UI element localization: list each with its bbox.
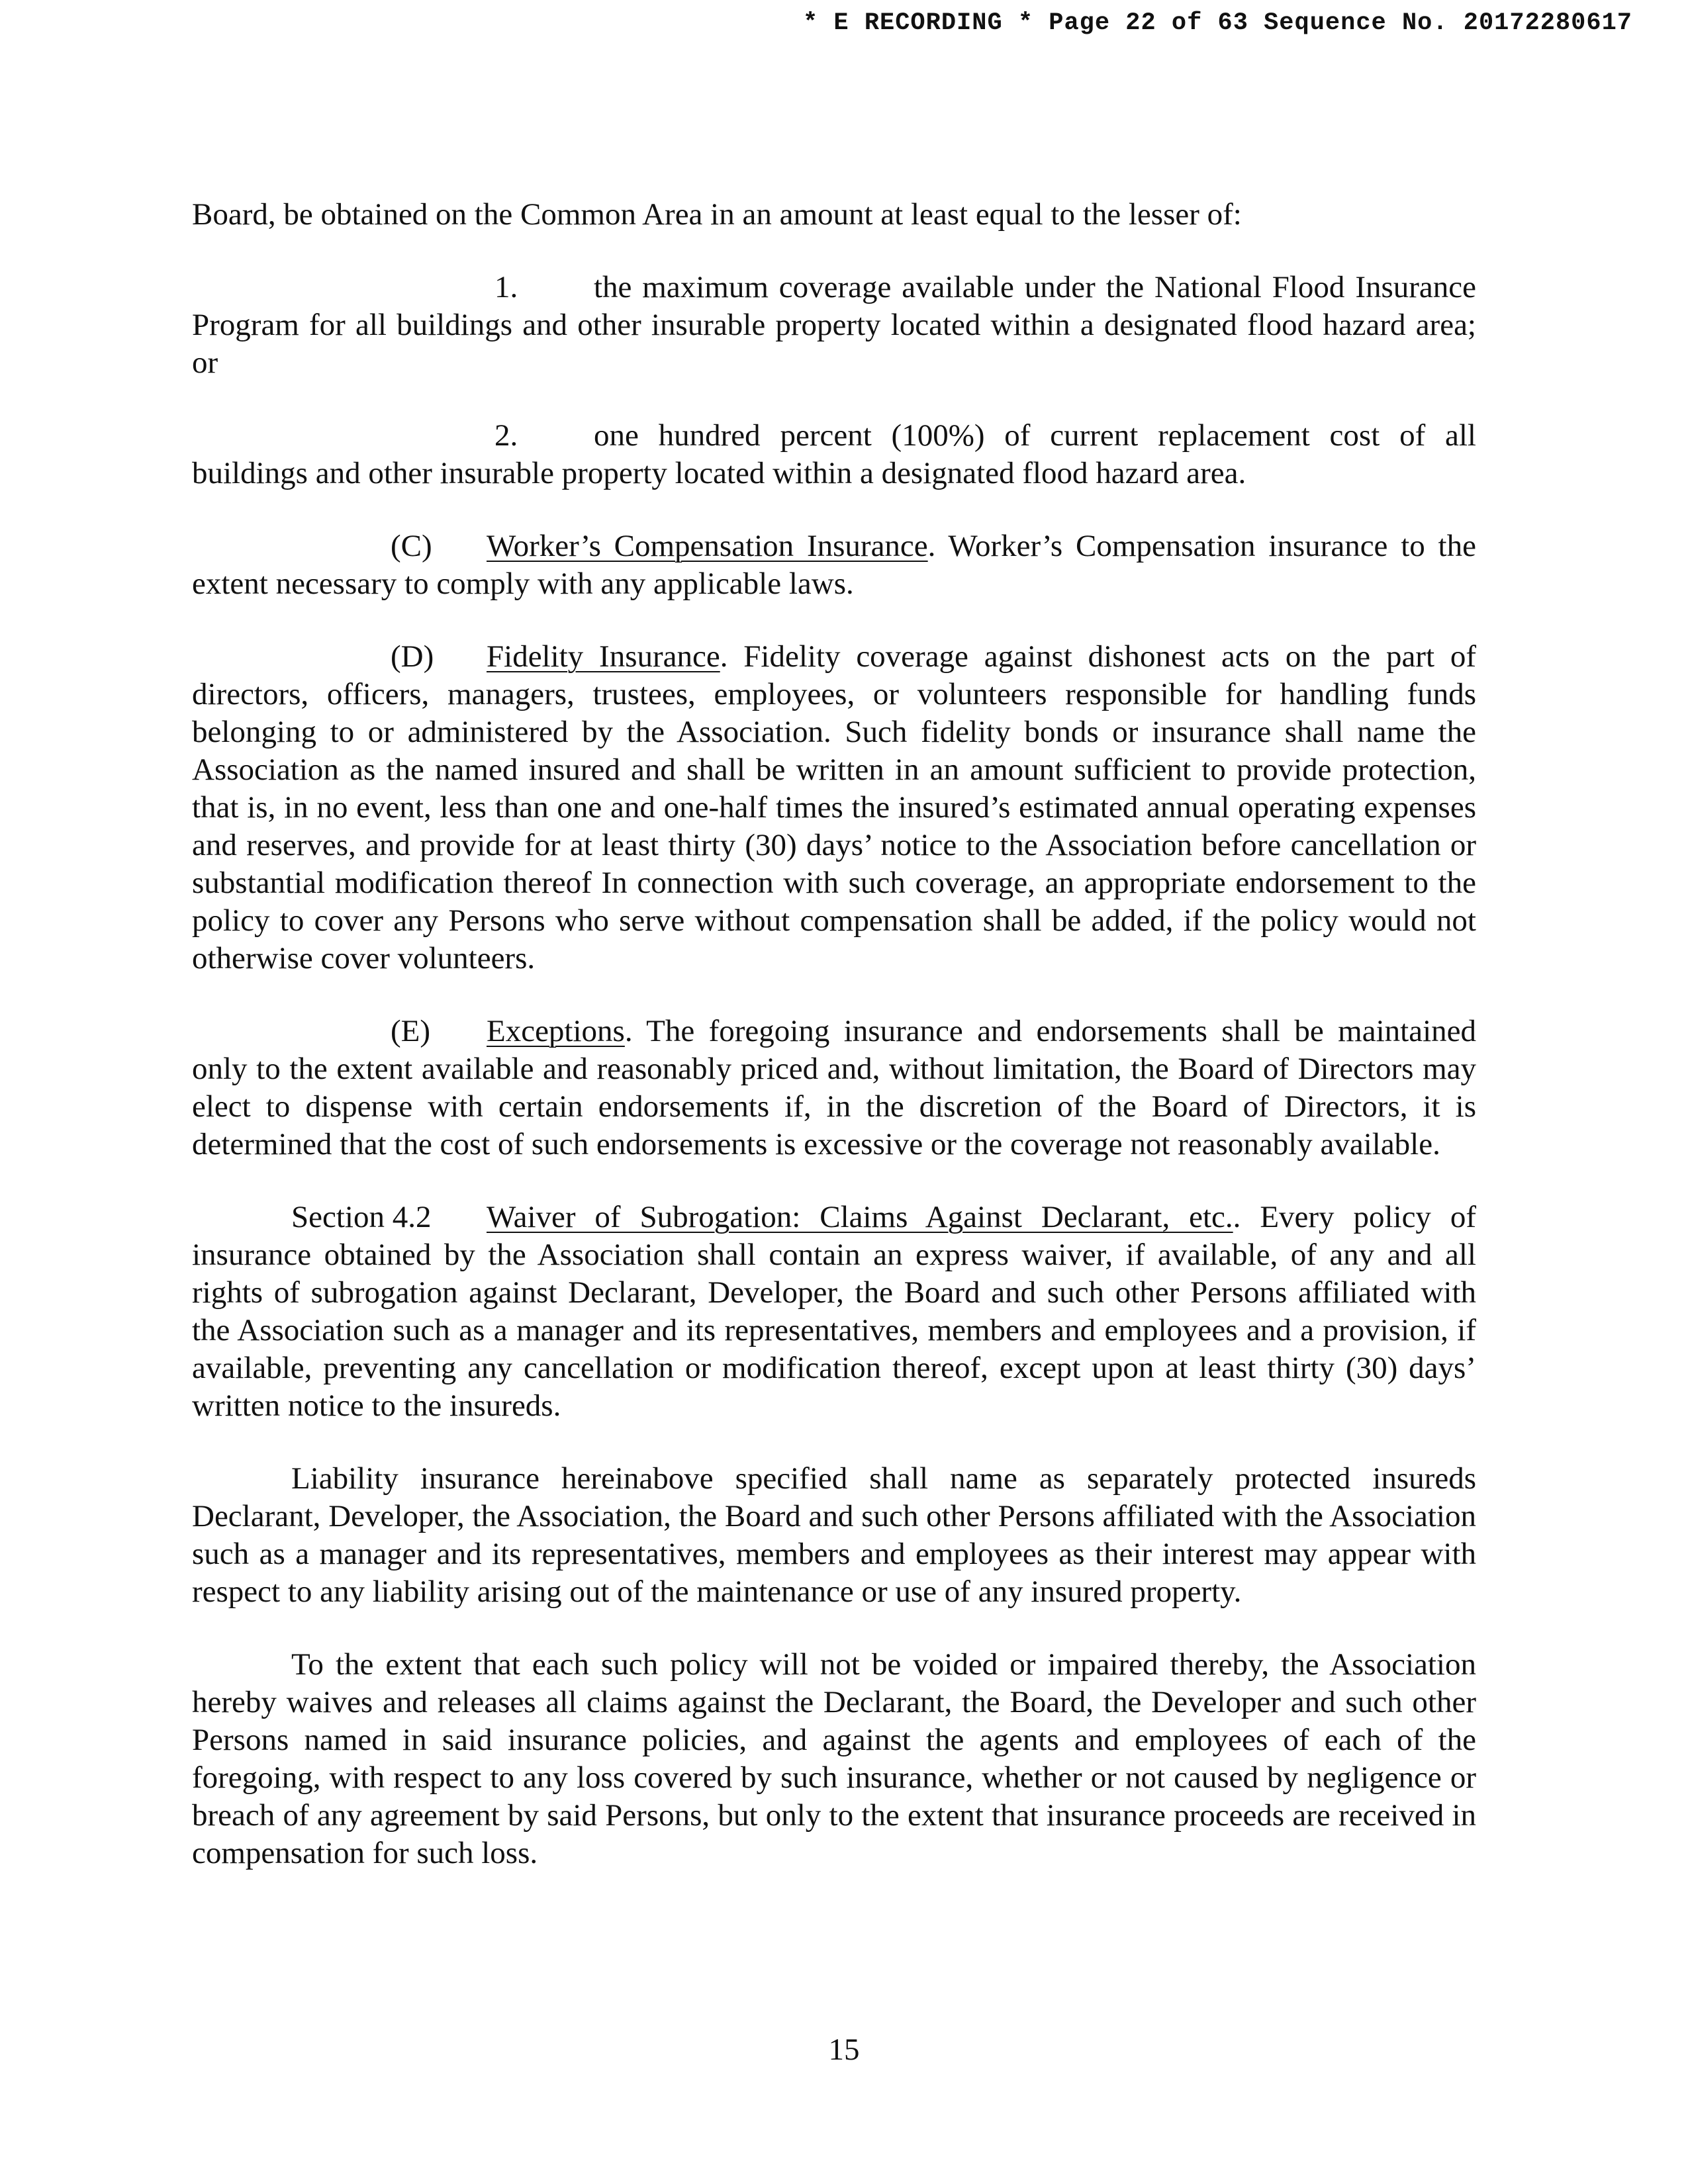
list-item-1 [192,269,1476,382]
section-e-paragraph [192,1013,1476,1163]
list-item-1-number: 1. [494,270,518,304]
waiver-paragraph: To the extent that each such policy will not be voided or impaired thereby, the Association hereby waives and releases all claims against the Declarant, the Board, the Developer and such other Persons named in said insurance policies, and against the agents and employees of each of the foregoing, with respect to any loss covered by such insurance, whether or not caused by negligence or breach of any agreement by said Persons, but only to the extent that insurance proceeds are received in compensation for such loss. [192,1647,1476,1870]
liability-paragraph: Liability insurance hereinabove specified shall name as separately protected insureds Declarant, Developer, the Association, the Board and such other Persons affiliated with the Association such as a manager and its representatives, members and employees as their interest may appear with respect to any liability arising out of the maintenance or use of any insured property. [192,1461,1476,1609]
section-4-2-paragraph [192,1199,1476,1425]
section-d-letter: (D) [391,639,434,674]
intro-paragraph: Board, be obtained on the Common Area in an amount at least equal to the lesser of: [192,197,1242,232]
recording-stamp: * E RECORDING * Page 22 of 63 Sequence No. 20172280617 [803,9,1632,37]
section-e-letter: (E) [391,1014,431,1048]
section-c-heading: Worker’s Compensation Insurance [487,529,928,563]
list-item-2-number: 2. [494,418,518,453]
section-d-text: . Fidelity coverage against dishonest acts on the part of directors, officers, managers, trustees, employees, or volunteers responsible for handling funds belonging to or administered by the Association. Such fidelity bonds or insurance shall name the Association as the named insured and shall be written in an amount sufficient to provide protection, that is, in no event, less than one and one-half times the insured’s estimated annual operating expenses and reserves, and provide for at least thirty (30) days’ notice to the Association before cancellation or substantial modification thereof In connection with such coverage, an appropriate endorsement to the policy to cover any Persons who serve without compensation shall be added, if the policy would not otherwise cover volunteers. [192,639,1476,976]
section-d-paragraph [192,638,1476,978]
section-e-text: . The foregoing insurance and endorsements shall be maintained only to the extent available and reasonably priced and, without limitation, the Board of Directors may elect to dispense with certain endorsements if, in the discretion of the Board of Directors, it is determined that the cost of such endorsements is excessive or the coverage not reasonably available. [192,1014,1476,1161]
section-4-2-heading: Waiver of Subrogation: Claims Against Declarant, etc. [487,1200,1233,1234]
section-c-paragraph [192,527,1476,603]
section-e-heading: Exceptions [487,1014,625,1048]
list-item-1-text: the maximum coverage available under the National Flood Insurance Program for all buildings and other insurable property located within a designated flood hazard area; or [192,270,1476,380]
page-number: 15 [828,2032,860,2067]
section-c-text: . Worker’s Compensation insurance to the extent necessary to comply with any applicable laws. [192,529,1476,601]
list-item-2-text: one hundred percent (100%) of current replacement cost of all buildings and other insurable property located within a designated flood hazard area. [192,418,1476,490]
section-4-2-text: . Every policy of insurance obtained by the Association shall contain an express waiver, if available, of any and all rights of subrogation against Declarant, Developer, the Board and such other Persons affiliated with the Association such as a manager and its representatives, members and employees and a provision, if available, preventing any cancellation or modification thereof, except upon at least thirty (30) days’ written notice to the insureds. [192,1200,1476,1423]
section-4-2-label: Section 4.2 [291,1200,432,1234]
section-d-heading: Fidelity Insurance [487,639,720,674]
list-item-2 [192,417,1476,492]
document-body [192,196,1476,1907]
section-c-letter: (C) [391,529,432,563]
